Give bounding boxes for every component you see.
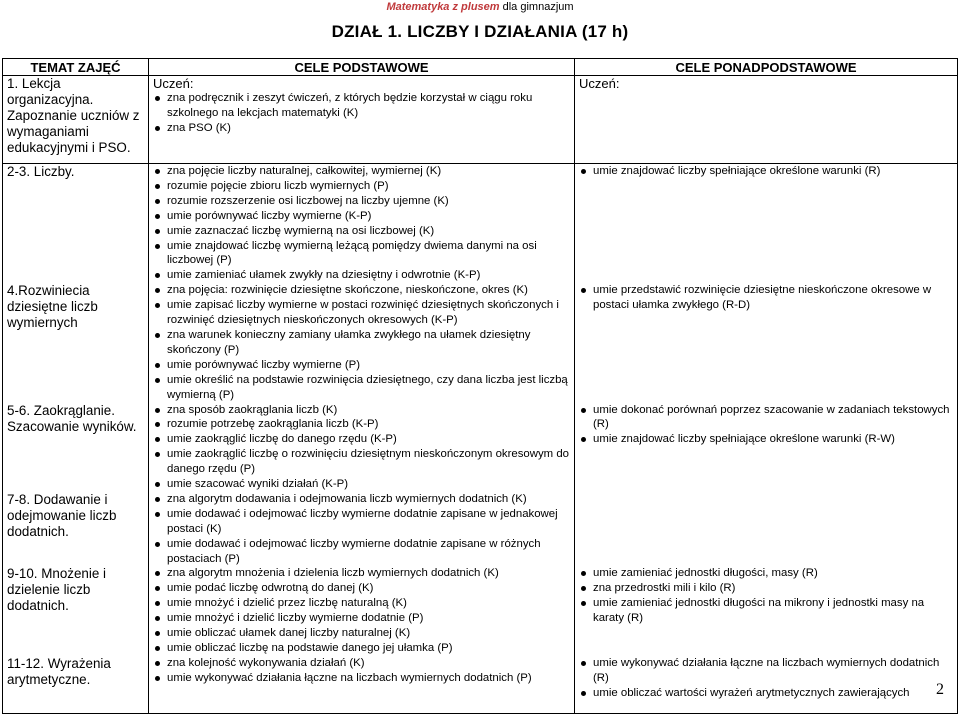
goal-item: umie zamieniać jednostki długości, masy (R) <box>579 566 953 581</box>
student-intro-label: Uczeń: <box>153 76 194 91</box>
goal-item: umie przedstawić rozwinięcie dziesiętne nieskończone okresowe w postaci ułamka zwykłego (R-D) <box>579 283 953 313</box>
goal-item: zna algorytm mnożenia i dzielenia liczb wymiernych dodatnich (K) <box>153 566 570 581</box>
goal-item: zna sposób zaokrąglania liczb (K) <box>153 403 570 418</box>
column-header-topic: TEMAT ZAJĘĆ <box>3 59 149 76</box>
basic-goals-list <box>153 566 570 655</box>
advanced-goals-list <box>579 656 953 701</box>
basic-goals-cell <box>149 403 575 492</box>
table-header-row <box>3 59 958 76</box>
goal-item: umie zaokrąglić liczbę do danego rzędu (K-P) <box>153 432 570 447</box>
goal-item: umie dokonać porównań poprzez szacowanie w zadaniach tekstowych (R) <box>579 403 953 433</box>
basic-goals-cell <box>149 76 575 164</box>
topic-cell: 11-12. Wyrażenia arytmetyczne. <box>3 656 149 714</box>
topic-cell: 2-3. Liczby. <box>3 164 149 284</box>
goal-item: umie podać liczbę odwrotną do danej (K) <box>153 581 570 596</box>
basic-goals-cell <box>149 656 575 714</box>
goal-item: rozumie potrzebę zaokrąglania liczb (K-P) <box>153 417 570 432</box>
table-row <box>3 403 958 492</box>
advanced-goals-cell <box>575 656 958 714</box>
topic-cell: 9-10. Mnożenie i dzielenie liczb dodatnich. <box>3 566 149 655</box>
goal-item: zna pojęcie liczby naturalnej, całkowitej, wymiernej (K) <box>153 164 570 179</box>
basic-goals-list <box>153 283 570 402</box>
goal-item: umie zaokrąglić liczbę o rozwinięciu dziesiętnym nieskończonym okresowym do danego rzędu (P) <box>153 447 570 477</box>
advanced-goals-cell <box>575 403 958 492</box>
basic-goals-list <box>153 164 570 283</box>
brand-name: Matematyka z plusem <box>386 1 500 13</box>
page-number: 2 <box>936 681 944 698</box>
basic-goals-cell <box>149 164 575 284</box>
table-body <box>3 76 958 714</box>
table-row <box>3 656 958 714</box>
advanced-goals-list <box>579 283 953 313</box>
goal-item: umie porównywać liczby wymierne (K-P) <box>153 209 570 224</box>
goal-item: umie mnożyć i dzielić przez liczbę naturalną (K) <box>153 596 570 611</box>
table-row <box>3 164 958 284</box>
goal-item: umie szacować wyniki działań (K-P) <box>153 477 570 492</box>
goal-item: zna przedrostki mili i kilo (R) <box>579 581 953 596</box>
goal-item: umie znajdować liczby spełniające określone warunki (R) <box>579 164 953 179</box>
table-row <box>3 566 958 655</box>
table-row <box>3 283 958 402</box>
basic-goals-cell <box>149 492 575 567</box>
basic-goals-cell <box>149 566 575 655</box>
advanced-goals-cell <box>575 492 958 567</box>
topic-cell: 4.Rozwiniecia dziesiętne liczb wymiernych <box>3 283 149 402</box>
goal-item: zna podręcznik i zeszyt ćwiczeń, z których będzie korzystał w ciągu roku szkolnego na lekcjach matematyki (K) <box>153 91 570 121</box>
goal-item: umie dodawać i odejmować liczby wymierne dodatnie zapisane w różnych postaciach (P) <box>153 537 570 567</box>
goal-item: umie dodawać i odejmować liczby wymierne dodatnie zapisane w jednakowej postaci (K) <box>153 507 570 537</box>
goal-item: umie wykonywać działania łączne na liczbach wymiernych dodatnich (R) <box>579 656 953 686</box>
basic-goals-list <box>153 403 570 492</box>
goal-item: zna algorytm dodawania i odejmowania liczb wymiernych dodatnich (K) <box>153 492 570 507</box>
page-header <box>0 0 960 14</box>
topic-cell: 7-8. Dodawanie i odejmowanie liczb dodatnich. <box>3 492 149 567</box>
basic-goals-cell <box>149 283 575 402</box>
column-header-basic-goals: CELE PODSTAWOWE <box>149 59 575 76</box>
advanced-goals-cell <box>575 164 958 284</box>
goal-item: umie obliczać ułamek danej liczby naturalnej (K) <box>153 626 570 641</box>
goal-item: umie zapisać liczby wymierne w postaci rozwinięć dziesiętnych skończonych i rozwinięć dziesiętnych nieskończonych okresowych (K-P) <box>153 298 570 328</box>
goal-item: umie obliczać wartości wyrażeń arytmetycznych zawierających <box>579 686 953 701</box>
advanced-goals-cell <box>575 283 958 402</box>
advanced-goals-cell <box>575 566 958 655</box>
goal-item: umie znajdować liczby spełniające określone warunki (R-W) <box>579 432 953 447</box>
basic-goals-list <box>153 91 570 136</box>
topic-cell: 1. Lekcja organizacyjna. Zapoznanie uczniów z wymaganiami edukacyjnymi i PSO. <box>3 76 149 164</box>
basic-goals-list <box>153 656 570 686</box>
goal-item: umie zamieniać jednostki długości na mikrony i jednostki masy na karaty (R) <box>579 596 953 626</box>
advanced-goals-list <box>579 403 953 448</box>
advanced-goals-list <box>579 566 953 626</box>
goal-item: zna pojęcia: rozwinięcie dziesiętne skończone, nieskończone, okres (K) <box>153 283 570 298</box>
brand-suffix: dla gimnazjum <box>502 1 574 13</box>
goal-item: umie porównywać liczby wymierne (P) <box>153 358 570 373</box>
table-row <box>3 76 958 164</box>
goal-item: umie określić na podstawie rozwinięcia dziesiętnego, czy dana liczba jest liczbą wymierną (P) <box>153 373 570 403</box>
chapter-title: DZIAŁ 1. LICZBY I DZIAŁANIA (17 h) <box>331 22 629 41</box>
goal-item: umie wykonywać działania łączne na liczbach wymiernych dodatnich (P) <box>153 671 570 686</box>
goal-item: umie zaznaczać liczbę wymierną na osi liczbowej (K) <box>153 224 570 239</box>
basic-goals-list <box>153 492 570 567</box>
table-row <box>3 492 958 567</box>
goal-item: zna PSO (K) <box>153 121 570 136</box>
goal-item: rozumie rozszerzenie osi liczbowej na liczby ujemne (K) <box>153 194 570 209</box>
goal-item: zna kolejność wykonywania działań (K) <box>153 656 570 671</box>
column-header-advanced-goals: CELE PONADPODSTAWOWE <box>575 59 958 76</box>
goal-item: zna warunek konieczny zamiany ułamka zwykłego na ułamek dziesiętny skończony (P) <box>153 328 570 358</box>
goal-item: umie mnożyć i dzielić liczby wymierne dodatnie (P) <box>153 611 570 626</box>
topic-cell: 5-6. Zaokrąglanie. Szacowanie wyników. <box>3 403 149 492</box>
advanced-goals-list <box>579 164 953 179</box>
goal-item: umie znajdować liczbę wymierną leżącą pomiędzy dwiema danymi na osi liczbowej (P) <box>153 239 570 269</box>
curriculum-table <box>2 58 958 714</box>
goal-item: umie obliczać liczbę na podstawie danego jej ułamka (P) <box>153 641 570 656</box>
student-intro-label: Uczeń: <box>579 76 620 91</box>
goal-item: umie zamieniać ułamek zwykły na dziesiętny i odwrotnie (K-P) <box>153 268 570 283</box>
advanced-goals-cell <box>575 76 958 164</box>
goal-item: rozumie pojęcie zbioru liczb wymiernych (P) <box>153 179 570 194</box>
